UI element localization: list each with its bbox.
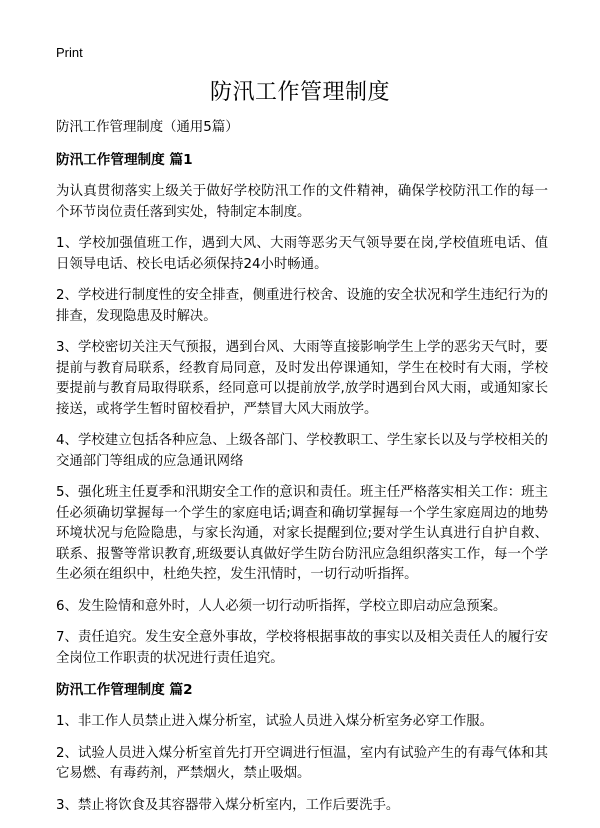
paragraph: 1、学校加强值班工作，遇到大风、大雨等恶劣天气领导要在岗,学校值班电话、值日领导电话、校长电话必须保持24小时畅通。 (56, 236, 548, 272)
paragraph: 3、禁止将饮食及其容器带入煤分析室内，工作后要洗手。 (56, 797, 400, 813)
paragraph: 4、学校建立包括各种应急、上级各部门、学校教职工、学生家长以及与学校相关的交通部门等组成的应急通讯网络 (56, 433, 548, 469)
paragraph: 3、学校密切关注天气预报，遇到台风、大雨等直接影响学生上学的恶劣天气时，要提前与教育局联系，经教育局同意，及时发出停课通知，学生在校时有大雨，学校要提前与教育局取得联系，经同意可以提前放学,放学时遇到台风大雨，或通知家长接送，或将学生暂时留校看护，严禁冒大风大雨放学。 (56, 340, 548, 417)
paragraph: 2、试验人员进入煤分析室首先打开空调进行恒温，室内有试验产生的有毒气体和其它易燃、有毒药剂，严禁烟火，禁止吸烟。 (56, 745, 548, 781)
paragraph: 6、发生险情和意外时，人人必须一切行动听指挥，学校立即启动应急预案。 (56, 598, 507, 614)
section-heading: 防汛工作管理制度 篇1 (56, 152, 193, 168)
paragraph: 2、学校进行制度性的安全排查，侧重进行校舍、设施的安全状况和学生违纪行为的排查，发现隐患及时解决。 (56, 288, 548, 324)
document-subtitle: 防汛工作管理制度（通用5篇） (56, 120, 239, 135)
section-2 (56, 680, 548, 816)
paragraph: 为认真贯彻落实上级关于做好学校防汛工作的文件精神，确保学校防汛工作的每一个环节岗位责任落到实处，特制定本制度。 (56, 184, 548, 220)
page-title: 防汛工作管理制度 (209, 80, 390, 105)
paragraph: 5、强化班主任夏季和汛期安全工作的意识和责任。班主任严格落实相关工作：班主任必须确切掌握每一个学生的家庭电话;调查和确切掌握每一个学生家庭周边的地势环境状况与危险隐患，与家长沟通，对家长提醒到位;要对学生认真进行自护自救、联系、报警等常识教育,班级要认真做好学生防台防汛应急组织落实工作，每一个学生必须在组织中，杜绝失控，发生汛情时，一切行动听指挥。 (56, 485, 548, 582)
document-body (56, 118, 548, 827)
section-heading: 防汛工作管理制度 篇2 (56, 682, 193, 698)
print-link[interactable]: Print (56, 45, 83, 60)
section-1 (56, 150, 548, 669)
paragraph: 7、责任追究。发生安全意外事故，学校将根据事故的事实以及相关责任人的履行安全岗位工作职责的状况进行责任追究。 (56, 630, 548, 666)
paragraph: 1、非工作人员禁止进入煤分析室，试验人员进入煤分析室务必穿工作服。 (56, 714, 494, 729)
